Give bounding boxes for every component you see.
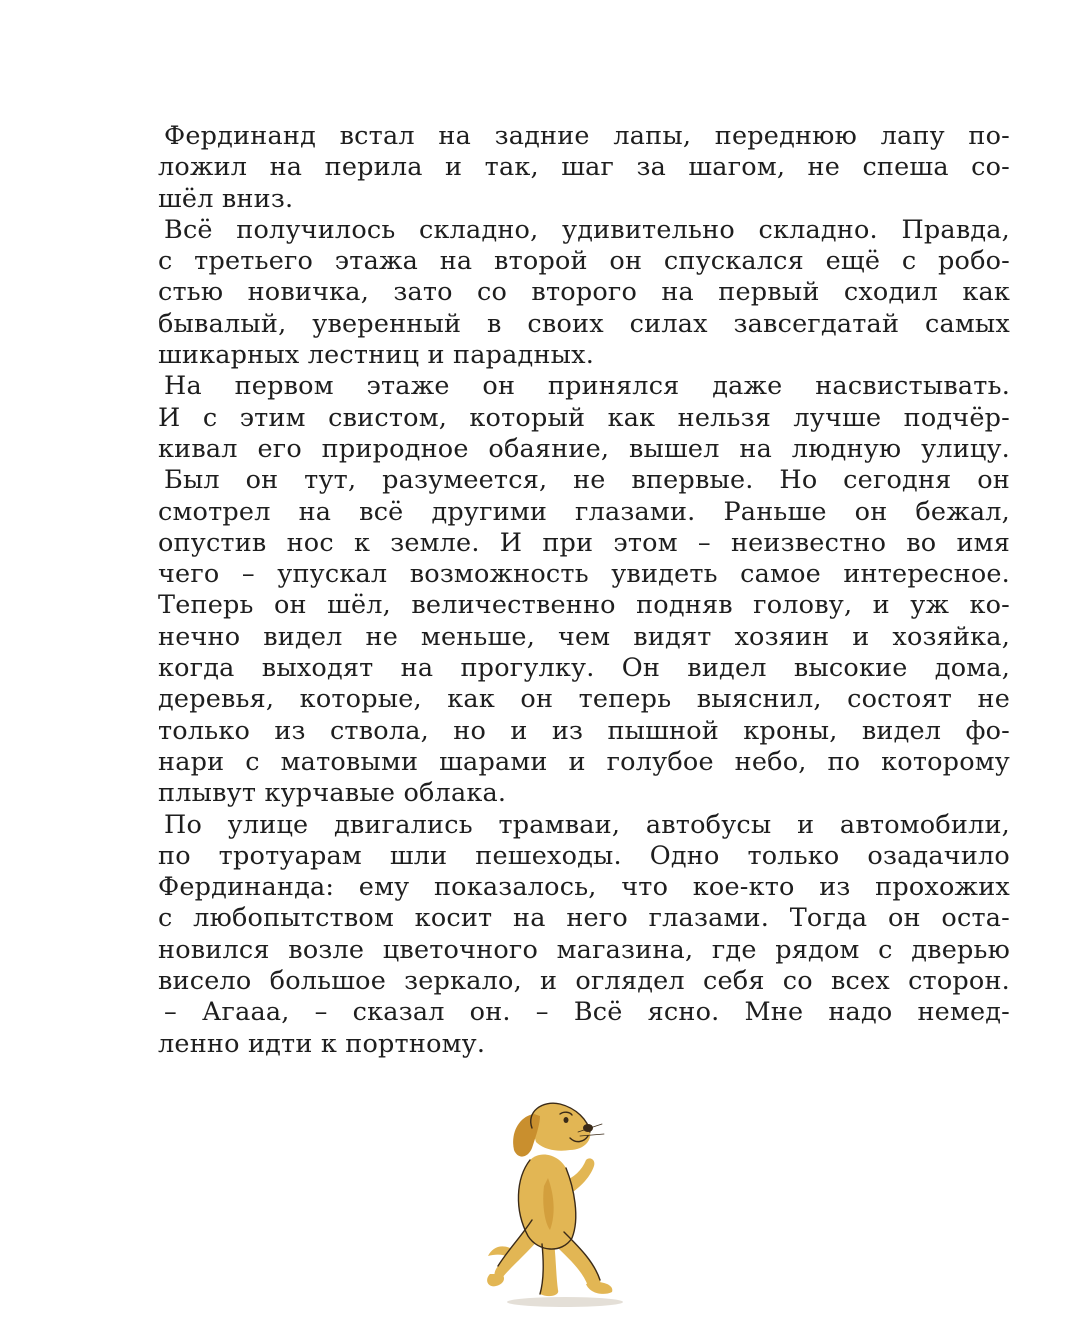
text-line: по тротуарам шли пешеходы. Одно только озадачило xyxy=(158,840,1010,871)
text-line: только из ствола, но и из пышной кроны, видел фо- xyxy=(158,715,1010,746)
text-line: ленно идти к портному. xyxy=(158,1028,486,1059)
text-line: деревья, которые, как он теперь выяснил, состоят не xyxy=(158,684,1010,715)
text-line: нари с матовыми шарами и голубое небо, по которому xyxy=(158,746,1010,777)
text-line: ложил на перила и так, шаг за шагом, не спеша со- xyxy=(158,152,1010,183)
text-line: смотрел на всё другими глазами. Раньше он бежал, xyxy=(158,496,1010,527)
walking-dog-illustration-icon xyxy=(470,1098,640,1310)
text-line: с третьего этажа на второй он спускался ещё с робо- xyxy=(158,246,1010,277)
story-text xyxy=(158,121,1010,1060)
text-line: шёл вниз. xyxy=(158,183,294,214)
text-line: кивал его природное обаяние, вышел на людную улицу. xyxy=(158,433,1010,464)
text-line: стью новичка, зато со второго на первый сходил как xyxy=(158,277,1010,308)
text-line: Всё получилось складно, удивительно складно. Правда, xyxy=(164,214,1010,245)
text-line: чего – упускал возможность увидеть самое интересное. xyxy=(158,559,1010,590)
text-line: И с этим свистом, который как нельзя лучше подчёр- xyxy=(158,402,1010,433)
text-line: висело большое зеркало, и оглядел себя со всех сторон. xyxy=(158,966,1010,997)
text-line: с любопытством косит на него глазами. Тогда он оста- xyxy=(158,903,1010,934)
text-line: – Агааа, – сказал он. – Всё ясно. Мне надо немед- xyxy=(164,997,1010,1028)
text-line: нечно видел не меньше, чем видят хозяин и хозяйка, xyxy=(158,621,1010,652)
text-line: Фердинанд встал на задние лапы, переднюю лапу по- xyxy=(164,121,1010,151)
text-line: бывалый, уверенный в своих силах завсегдатай самых xyxy=(158,308,1010,339)
text-line: На первом этаже он принялся даже насвистывать. xyxy=(164,371,1010,402)
text-line: Фердинанда: ему показалось, что кое-кто из прохожих xyxy=(158,872,1010,903)
text-line: Теперь он шёл, величественно подняв голову, и уж ко- xyxy=(158,590,1010,621)
text-line: новился возле цветочного магазина, где рядом с дверью xyxy=(158,934,1010,965)
text-line: опустив нос к земле. И при этом – неизвестно во имя xyxy=(158,527,1010,558)
text-line: шикарных лестниц и парадных. xyxy=(158,340,595,371)
text-line: По улице двигались трамваи, автобусы и автомобили, xyxy=(164,809,1010,840)
text-line: когда выходят на прогулку. Он видел высокие дома, xyxy=(158,653,1010,684)
text-line: плывут курчавые облака. xyxy=(158,778,507,809)
text-line: Был он тут, разумеется, не впервые. Но сегодня он xyxy=(164,465,1010,496)
